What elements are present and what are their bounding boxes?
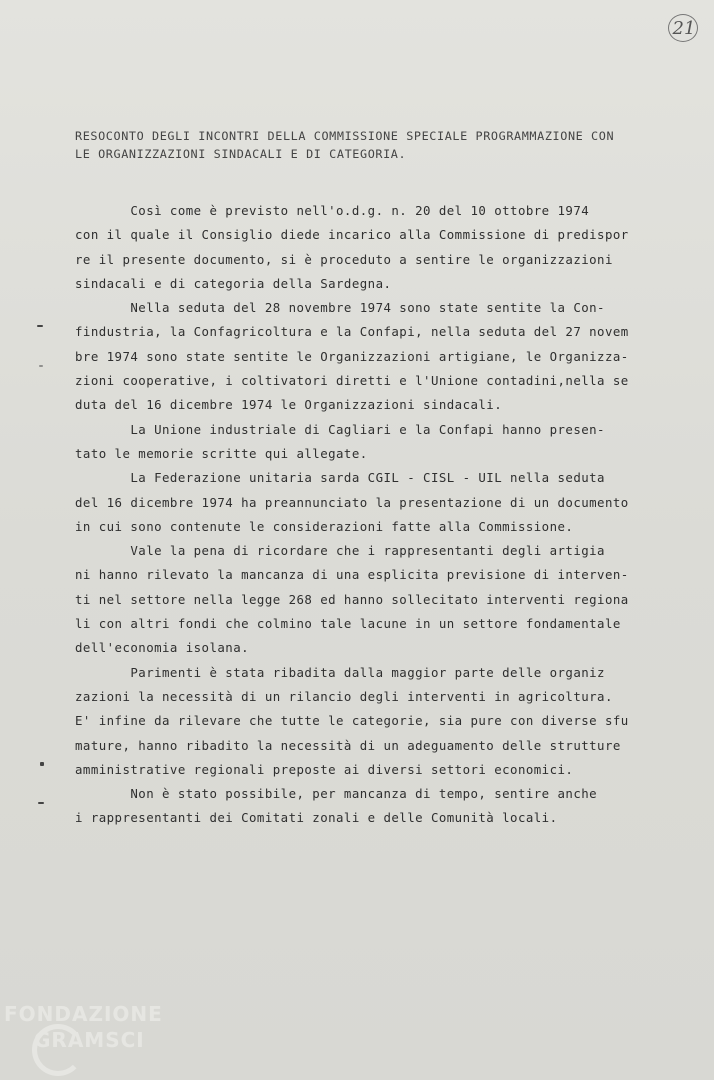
watermark-line-1: FONDAZIONE <box>4 1002 163 1026</box>
text-line: Così come è previsto nell'o.d.g. n. 20 del 10 ottobre 1974 <box>75 203 590 218</box>
text-line: tato le memorie scritte qui allegate. <box>75 445 368 461</box>
text-line: La Federazione unitaria sarda CGIL - CISL - UIL nella seduta <box>75 470 605 486</box>
text-line: mature, hanno ribadito la necessità di un adeguamento delle strutture <box>75 737 621 753</box>
text-line: ni hanno rilevato la mancanza di una esplicita previsione di interven- <box>75 567 629 583</box>
watermark-logo <box>4 1002 204 1074</box>
watermark-line-2: GRAMSCI <box>34 1028 145 1052</box>
text-line: duta del 16 dicembre 1974 le Organizzazioni sindacali. <box>75 397 503 413</box>
text-line: Parimenti è stata ribadita dalla maggior parte delle organiz <box>75 664 605 680</box>
title-line-1: RESOCONTO DEGLI INCONTRI DELLA COMMISSIONE SPECIALE PROGRAMMAZIONE CON <box>75 129 615 143</box>
document-title <box>75 127 675 163</box>
text-line: in cui sono contenute le considerazioni fatte alla Commissione. <box>75 518 574 534</box>
text-line: bre 1974 sono state sentite le Organizzazioni artigiane, le Organizza- <box>75 348 629 364</box>
text-line: Non è stato possibile, per mancanza di tempo, sentire anche <box>75 786 598 802</box>
text-line: Vale la pena di ricordare che i rappresentanti degli artigia <box>75 543 605 559</box>
body-text <box>75 199 675 831</box>
text-line: amministrative regionali preposte ai diversi settori economici. <box>75 761 574 777</box>
text-line: Nella seduta del 28 novembre 1974 sono state sentite la Con- <box>75 300 605 316</box>
text-line: con il quale il Consiglio diede incarico alla Commissione di predispor <box>75 227 629 243</box>
ink-speck <box>38 802 44 804</box>
text-line: del 16 dicembre 1974 ha preannunciato la presentazione di un documento <box>75 494 629 510</box>
text-line: La Unione industriale di Cagliari e la Confapi hanno presen- <box>75 421 605 437</box>
text-line: li con altri fondi che colmino tale lacune in un settore fondamentale <box>75 616 621 632</box>
text-line: findustria, la Confagricoltura e la Confapi, nella seduta del 27 novem <box>75 324 629 340</box>
text-line: ti nel settore nella legge 268 ed hanno sollecitato interventi regiona <box>75 591 629 607</box>
text-line: E' infine da rilevare che tutte le categorie, sia pure con diverse sfu <box>75 713 629 729</box>
title-line-2: LE ORGANIZZAZIONI SINDACALI E DI CATEGORIA. <box>75 147 407 161</box>
ink-speck <box>40 762 44 766</box>
page-number: 21 <box>668 14 700 44</box>
ink-speck <box>39 365 43 367</box>
text-line: sindacali e di categoria della Sardegna. <box>75 275 392 291</box>
text-line: zioni cooperative, i coltivatori diretti e l'Unione contadini,nella se <box>75 373 629 389</box>
ink-speck <box>37 325 43 327</box>
text-line: re il presente documento, si è proceduto a sentire le organizzazioni <box>75 251 613 267</box>
text-line: i rappresentanti dei Comitati zonali e delle Comunità locali. <box>75 810 558 826</box>
text-line: zazioni la necessità di un rilancio degli interventi in agricoltura. <box>75 688 613 704</box>
text-line: dell'economia isolana. <box>75 640 250 656</box>
